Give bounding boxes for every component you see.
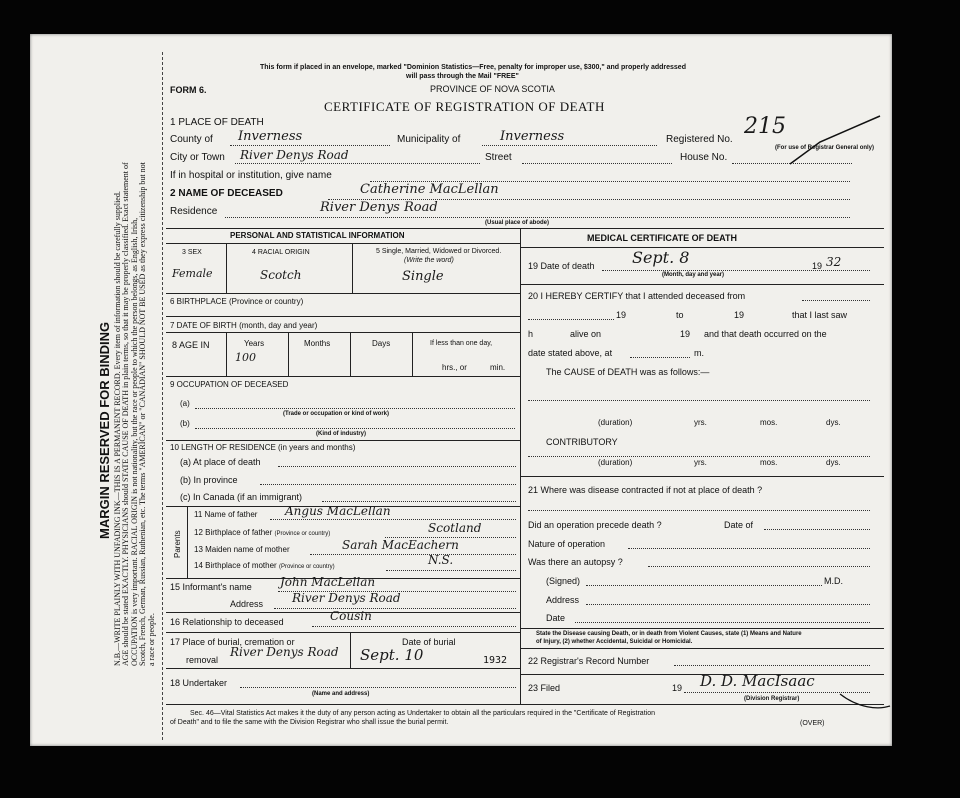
row-line bbox=[166, 440, 520, 441]
years-label: Years bbox=[244, 339, 265, 348]
father-bp-label bbox=[194, 529, 330, 537]
birthplace-note: (Province or country) bbox=[229, 297, 304, 306]
certify-blank bbox=[528, 319, 614, 320]
col-line bbox=[352, 243, 353, 293]
certify-19c: 19 bbox=[680, 329, 691, 339]
col-line bbox=[288, 332, 289, 376]
certify-alive-on: alive on bbox=[570, 329, 602, 339]
date-of-death-value: Sept. 8 bbox=[632, 248, 690, 267]
cause-line-1 bbox=[528, 400, 870, 401]
col-line bbox=[226, 243, 227, 293]
row-line bbox=[166, 293, 520, 294]
father-value: Angus MacLellan bbox=[285, 504, 391, 518]
certify-time-blank bbox=[630, 357, 690, 358]
name-label: 2 NAME OF DECEASED bbox=[170, 188, 283, 199]
nature-line bbox=[628, 548, 870, 549]
age-label: 8 AGE IN bbox=[172, 340, 210, 350]
row-line bbox=[166, 332, 520, 333]
hrs-label: hrs., or bbox=[442, 363, 467, 372]
mother-bp-value: N.S. bbox=[428, 553, 454, 567]
undertaker-label: 18 Undertaker bbox=[170, 678, 228, 688]
mother-bp-line bbox=[386, 570, 516, 571]
street-line bbox=[522, 163, 672, 164]
county-line bbox=[230, 145, 390, 146]
dob-note: (month, day and year) bbox=[239, 321, 318, 330]
house-line bbox=[732, 163, 852, 164]
months-label: Months bbox=[304, 339, 331, 348]
undertaker-line bbox=[240, 687, 516, 688]
county-label: County of bbox=[170, 134, 213, 145]
row-line bbox=[520, 247, 884, 248]
dob-label bbox=[170, 322, 317, 330]
burial-year: 1932 bbox=[483, 655, 508, 666]
certify-date-stated: date stated above, at bbox=[528, 348, 613, 358]
row-line bbox=[520, 648, 884, 649]
residence-value: River Denys Road bbox=[320, 200, 438, 215]
undertaker-note: (Name and address) bbox=[312, 691, 370, 697]
street-label: Street bbox=[485, 152, 512, 163]
res-c-line bbox=[322, 501, 516, 502]
informant-address-label: Address bbox=[230, 599, 264, 609]
q21-line bbox=[528, 510, 870, 511]
parents-label: Parents bbox=[173, 530, 182, 558]
medical-heading: MEDICAL CERTIFICATE OF DEATH bbox=[587, 233, 737, 243]
registrar-note: (For use of Registrar General only) bbox=[775, 145, 875, 151]
cause-label: The CAUSE of DEATH was as follows:— bbox=[546, 367, 710, 377]
occupation-a-label: (a) bbox=[180, 399, 190, 408]
row-line bbox=[520, 476, 884, 477]
q22-line bbox=[674, 665, 870, 666]
date-of-death-label: 19 Date of death bbox=[528, 261, 595, 271]
autopsy-label: Was there an autopsy ? bbox=[528, 557, 623, 567]
burial-place-value: River Denys Road bbox=[230, 645, 339, 659]
q23-label: 23 Filed bbox=[528, 683, 561, 693]
signature-flourish bbox=[838, 684, 892, 714]
date-of-death-line bbox=[602, 270, 870, 271]
envelope-note-2: will pass through the Mail "FREE" bbox=[406, 73, 519, 80]
res-b-label: (b) In province bbox=[180, 475, 238, 485]
father-line bbox=[270, 519, 516, 520]
q21-label: 21 Where was disease contracted if not at place of death ? bbox=[528, 485, 763, 495]
father-bp-text: 12 Birthplace of father bbox=[194, 528, 273, 537]
certify-19a: 19 bbox=[616, 310, 627, 320]
racial-value: Scotch bbox=[260, 268, 302, 282]
residence-heading-note: (in years and months) bbox=[278, 443, 356, 452]
burial-label-1: 17 Place of burial, cremation or bbox=[170, 637, 295, 647]
row-line bbox=[166, 376, 520, 377]
marital-label: 5 Single, Married, Widowed or Divorced. bbox=[376, 248, 502, 255]
footer-line-1: Sec. 46—Vital Statistics Act makes it the duty of any person acting as Undertaker to obtain all the particulars required in the "Certificate of Registration bbox=[190, 710, 655, 717]
footer-over: (OVER) bbox=[800, 720, 825, 727]
mother-bp-text: 14 Birthplace of mother bbox=[194, 561, 277, 570]
residence-heading-text: 10 LENGTH OF RESIDENCE bbox=[170, 443, 276, 452]
duration-label-1: (duration) bbox=[598, 418, 633, 427]
sex-value: Female bbox=[172, 267, 213, 280]
md-label: M.D. bbox=[824, 576, 843, 586]
place-of-death-heading: 1 PLACE OF DEATH bbox=[170, 117, 264, 128]
occupation-b-line bbox=[195, 428, 515, 429]
city-value: River Denys Road bbox=[240, 148, 349, 162]
col-line bbox=[226, 332, 227, 376]
certify-line-1: 20 I HEREBY CERTIFY that I attended deceased from bbox=[528, 291, 746, 301]
date-of-death-note: (Month, day and year) bbox=[662, 272, 725, 278]
hospital-label: If in hospital or institution, give name bbox=[170, 170, 332, 181]
min-label: min. bbox=[490, 363, 506, 372]
municipality-label: Municipality of bbox=[397, 134, 461, 145]
certify-last-saw: that I last saw bbox=[792, 310, 848, 320]
contributory-label: CONTRIBUTORY bbox=[546, 437, 618, 447]
relationship-value: Cousin bbox=[330, 609, 372, 623]
margin-instructions bbox=[114, 162, 156, 666]
autopsy-line bbox=[648, 566, 870, 567]
house-label: House No. bbox=[680, 152, 728, 163]
col-line bbox=[412, 332, 413, 376]
certify-to: to bbox=[676, 310, 684, 320]
deceased-name: Catherine MacLellan bbox=[360, 182, 499, 197]
municipality-value: Inverness bbox=[500, 129, 565, 144]
res-c-label: (c) In Canada (if an immigrant) bbox=[180, 492, 303, 502]
nb-line: AGE should be stated EXACTLY. PHYSICIANS should STATE CAUSE OF DEATH in plain terms, so that it may be properly classified. Exact statement of bbox=[121, 162, 131, 666]
res-a-label: (a) At place of death bbox=[180, 457, 261, 467]
occupation-heading: 9 OCCUPATION OF DECEASED bbox=[170, 380, 289, 389]
occupation-b-label: (b) bbox=[180, 419, 190, 428]
duration-label-2: (duration) bbox=[598, 458, 633, 467]
marital-note: (Write the word) bbox=[404, 257, 454, 264]
relationship-label: 16 Relationship to deceased bbox=[170, 617, 284, 627]
occupation-a-line bbox=[195, 408, 515, 409]
signed-label: (Signed) bbox=[546, 576, 581, 586]
marital-value: Single bbox=[402, 269, 444, 284]
nb-line: N.B.—WRITE PLAINLY WITH UNFADING INK—THIS IS A PERMANENT RECORD. Every item of information should be carefully supplied. bbox=[113, 191, 122, 666]
yrs-label-1: yrs. bbox=[694, 418, 707, 427]
burial-label-2: removal bbox=[186, 655, 219, 665]
residence-length-heading bbox=[170, 444, 355, 452]
contributory-line bbox=[528, 456, 870, 457]
residence-label: Residence bbox=[170, 206, 218, 217]
birthplace-label-text: 6 BIRTHPLACE bbox=[170, 297, 227, 306]
state-note-1: State the Disease causing Death, or in death from Violent Causes, state (1) Means and Nature bbox=[536, 631, 802, 637]
table-top-border bbox=[166, 228, 884, 229]
informant-address-value: River Denys Road bbox=[292, 591, 401, 605]
registered-label: Registered No. bbox=[666, 134, 733, 145]
racial-label: 4 RACIAL ORIGIN bbox=[252, 249, 310, 256]
col-line bbox=[350, 332, 351, 376]
yrs-label-2: yrs. bbox=[694, 458, 707, 467]
operation-date-line bbox=[764, 529, 870, 530]
medical-address-label: Address bbox=[546, 595, 580, 605]
certificate-sheet bbox=[30, 34, 892, 746]
medical-date-label: Date bbox=[546, 613, 566, 623]
dys-label-1: dys. bbox=[826, 418, 841, 427]
certificate-title: CERTIFICATE OF REGISTRATION OF DEATH bbox=[324, 99, 605, 114]
informant-value: John MacLellan bbox=[280, 575, 376, 589]
state-note-2: of Injury, (2) whether Accidental, Suicidal or Homicidal. bbox=[536, 639, 693, 645]
personal-heading: PERSONAL AND STATISTICAL INFORMATION bbox=[230, 231, 405, 240]
medical-address-line bbox=[586, 604, 870, 605]
death-year-value: 32 bbox=[826, 255, 842, 269]
mother-line bbox=[310, 554, 516, 555]
envelope-note-1: This form if placed in an envelope, marked "Dominion Statistics—Free, penalty for improper use, $300," and properly addressed bbox=[260, 64, 686, 71]
nb-line: Scotch, French, German, Russian, Ruthenian, etc. The terms "AMERICAN" or "CANADIAN" SHOULD NOT BE USED as they express citizenship but not bbox=[138, 162, 148, 666]
informant-label: 15 Informant's name bbox=[170, 582, 252, 592]
county-value: Inverness bbox=[238, 129, 303, 144]
nb-line: OCCUPATION is very important. RACIAL ORIGIN is not nationality, but the race or people to which the person belongs, as English, Irish, bbox=[129, 217, 139, 666]
row-line bbox=[166, 632, 520, 633]
certify-m: m. bbox=[694, 348, 704, 358]
operation-label: Did an operation precede death ? bbox=[528, 520, 662, 530]
mos-label-1: mos. bbox=[760, 418, 778, 427]
row-line bbox=[166, 243, 520, 244]
residence-line bbox=[225, 217, 850, 218]
table-center-divider bbox=[520, 228, 521, 704]
medical-date-line bbox=[575, 622, 870, 623]
sex-label: 3 SEX bbox=[182, 249, 202, 256]
father-bp-note: (Province or country) bbox=[274, 531, 331, 537]
q22-label: 22 Registrar's Record Number bbox=[528, 656, 650, 666]
dys-label-2: dys. bbox=[826, 458, 841, 467]
footer-line-2: of Death" and to file the same with the Division Registrar who shall issue the burial permit. bbox=[170, 719, 449, 726]
birthplace-label bbox=[170, 298, 303, 306]
row-line bbox=[166, 316, 520, 317]
row-line bbox=[520, 284, 884, 285]
res-b-line bbox=[260, 484, 516, 485]
relationship-line bbox=[312, 626, 516, 627]
row-line bbox=[520, 628, 884, 629]
mother-label: 13 Maiden name of mother bbox=[194, 545, 290, 554]
certify-19b: 19 bbox=[734, 310, 745, 320]
city-line bbox=[235, 163, 480, 164]
signed-line bbox=[586, 585, 822, 586]
margin-divider bbox=[162, 52, 163, 740]
registered-number: 215 bbox=[744, 114, 786, 139]
operation-date-label: Date of bbox=[724, 520, 754, 530]
dob-label-text: 7 DATE OF BIRTH bbox=[170, 321, 237, 330]
days-label: Days bbox=[372, 339, 391, 348]
division-registrar-note: (Division Registrar) bbox=[744, 696, 800, 702]
less-day-label: If less than one day, bbox=[430, 340, 493, 347]
date-burial-label: Date of burial bbox=[402, 637, 456, 647]
parents-divider bbox=[187, 506, 188, 578]
res-a-line bbox=[278, 466, 516, 467]
mother-bp-label bbox=[194, 562, 335, 570]
occupation-a-note: (Trade or occupation or kind of work) bbox=[283, 411, 390, 417]
occupation-b-note: (Kind of industry) bbox=[316, 431, 366, 437]
margin-reserved-label: MARGIN RESERVED FOR BINDING bbox=[97, 321, 112, 539]
nb-line: a race or people. bbox=[146, 613, 156, 666]
informant-address-line bbox=[274, 608, 516, 609]
date-burial-value: Sept. 10 bbox=[360, 646, 424, 664]
certify-line-1-blank bbox=[802, 300, 870, 301]
nature-label: Nature of operation bbox=[528, 539, 606, 549]
table-bottom-border bbox=[166, 704, 884, 705]
certify-death-occurred: and that death occurred on the bbox=[704, 329, 827, 339]
city-label: City or Town bbox=[170, 152, 225, 163]
filed-by-signature: D. D. MacIsaac bbox=[700, 672, 815, 690]
mother-bp-note: (Province or country) bbox=[278, 564, 335, 570]
certify-h: h bbox=[528, 329, 534, 339]
col-line bbox=[350, 632, 351, 668]
province-label: PROVINCE OF NOVA SCOTIA bbox=[430, 84, 555, 94]
father-label: 11 Name of father bbox=[194, 510, 258, 519]
filed-prefix: 19 bbox=[672, 683, 683, 693]
mother-value: Sarah MacEachern bbox=[342, 538, 459, 552]
mos-label-2: mos. bbox=[760, 458, 778, 467]
death-year-prefix: 19 bbox=[812, 261, 823, 271]
form-number: FORM 6. bbox=[170, 85, 207, 95]
row-line bbox=[166, 668, 520, 669]
abode-note: (Usual place of abode) bbox=[485, 220, 550, 226]
municipality-line bbox=[482, 145, 657, 146]
father-bp-value: Scotland bbox=[428, 521, 482, 535]
age-years-value: 100 bbox=[235, 351, 256, 364]
